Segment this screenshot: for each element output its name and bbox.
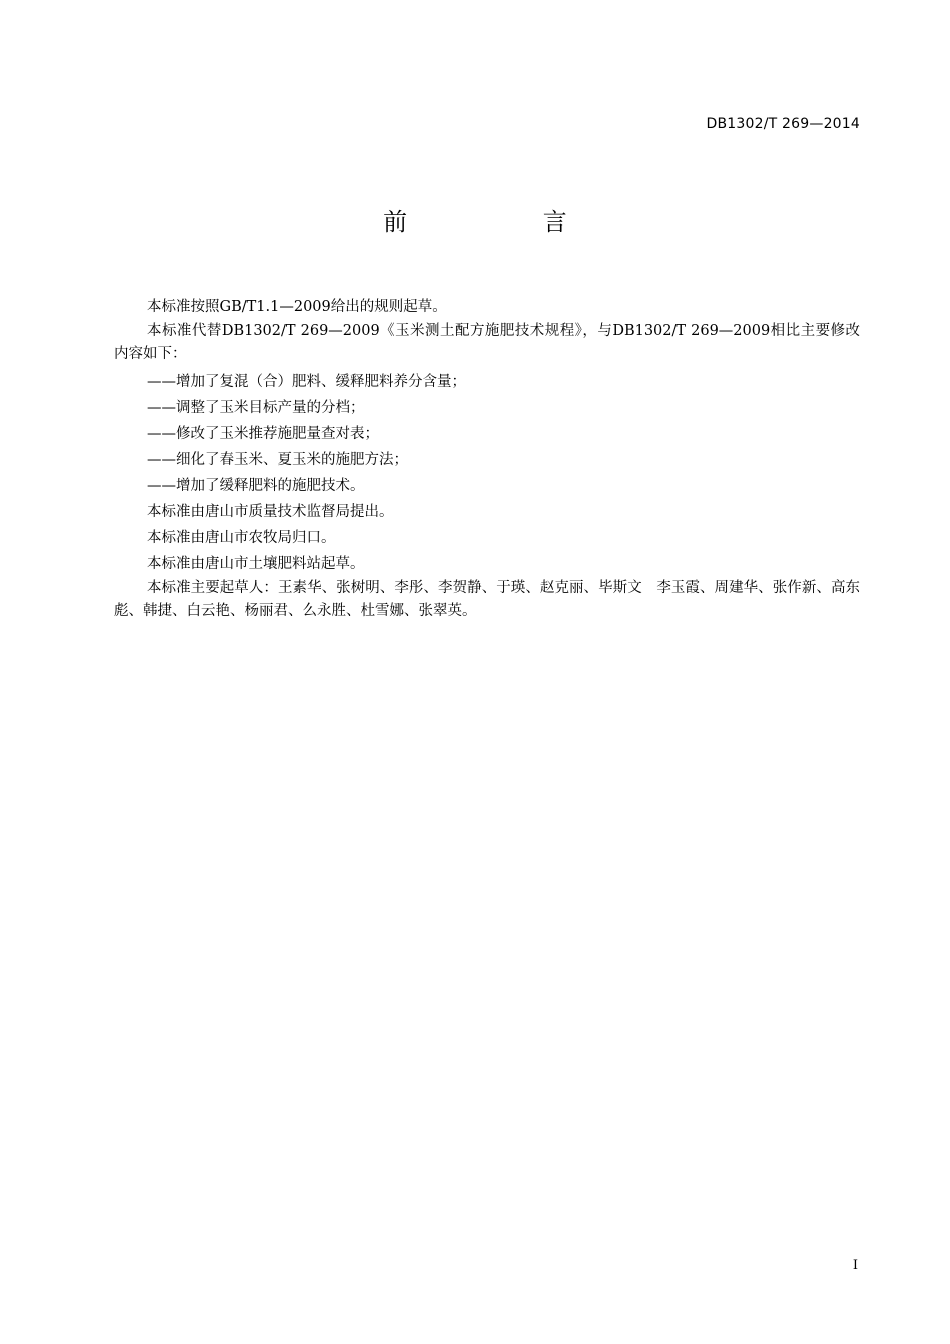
paragraph-drafting-unit: 本标准由唐山市土壤肥料站起草。 <box>147 556 365 572</box>
paragraph-replacement: 本标准代替DB1302/T 269—2009《玉米测土配方施肥技术规程》，与DB1302/T 269—2009相比主要修改内容如下： <box>114 323 860 362</box>
paragraph-drafting-rules: 本标准按照GB/T1.1—2009给出的规则起草。 <box>147 299 447 315</box>
list-item-change: ——增加了复混（合）肥料、缓释肥料养分含量； <box>147 374 466 390</box>
list-item-change: ——修改了玉米推荐施肥量查对表； <box>147 426 379 442</box>
document-code: DB1302/T 269—2014 <box>706 116 860 132</box>
page-title: 前 言 <box>383 208 631 236</box>
paragraph-proposer: 本标准由唐山市质量技术监督局提出。 <box>147 504 394 520</box>
list-item-change: ——调整了玉米目标产量的分档； <box>147 400 365 416</box>
paragraph-drafters: 本标准主要起草人：王素华、张树明、李彤、李贺静、于瑛、赵克丽、毕斯文 李玉霞、周建华、张作新、高东彪、韩捷、白云艳、杨丽君、么永胜、杜雪娜、张翠英。 <box>114 580 860 619</box>
list-item-change: ——增加了缓释肥料的施肥技术。 <box>147 478 365 494</box>
paragraph-administrator: 本标准由唐山市农牧局归口。 <box>147 530 336 546</box>
foreword-body <box>114 294 860 626</box>
page-number: I <box>852 1258 858 1273</box>
list-item-change: ——细化了春玉米、夏玉米的施肥方法； <box>147 452 408 468</box>
